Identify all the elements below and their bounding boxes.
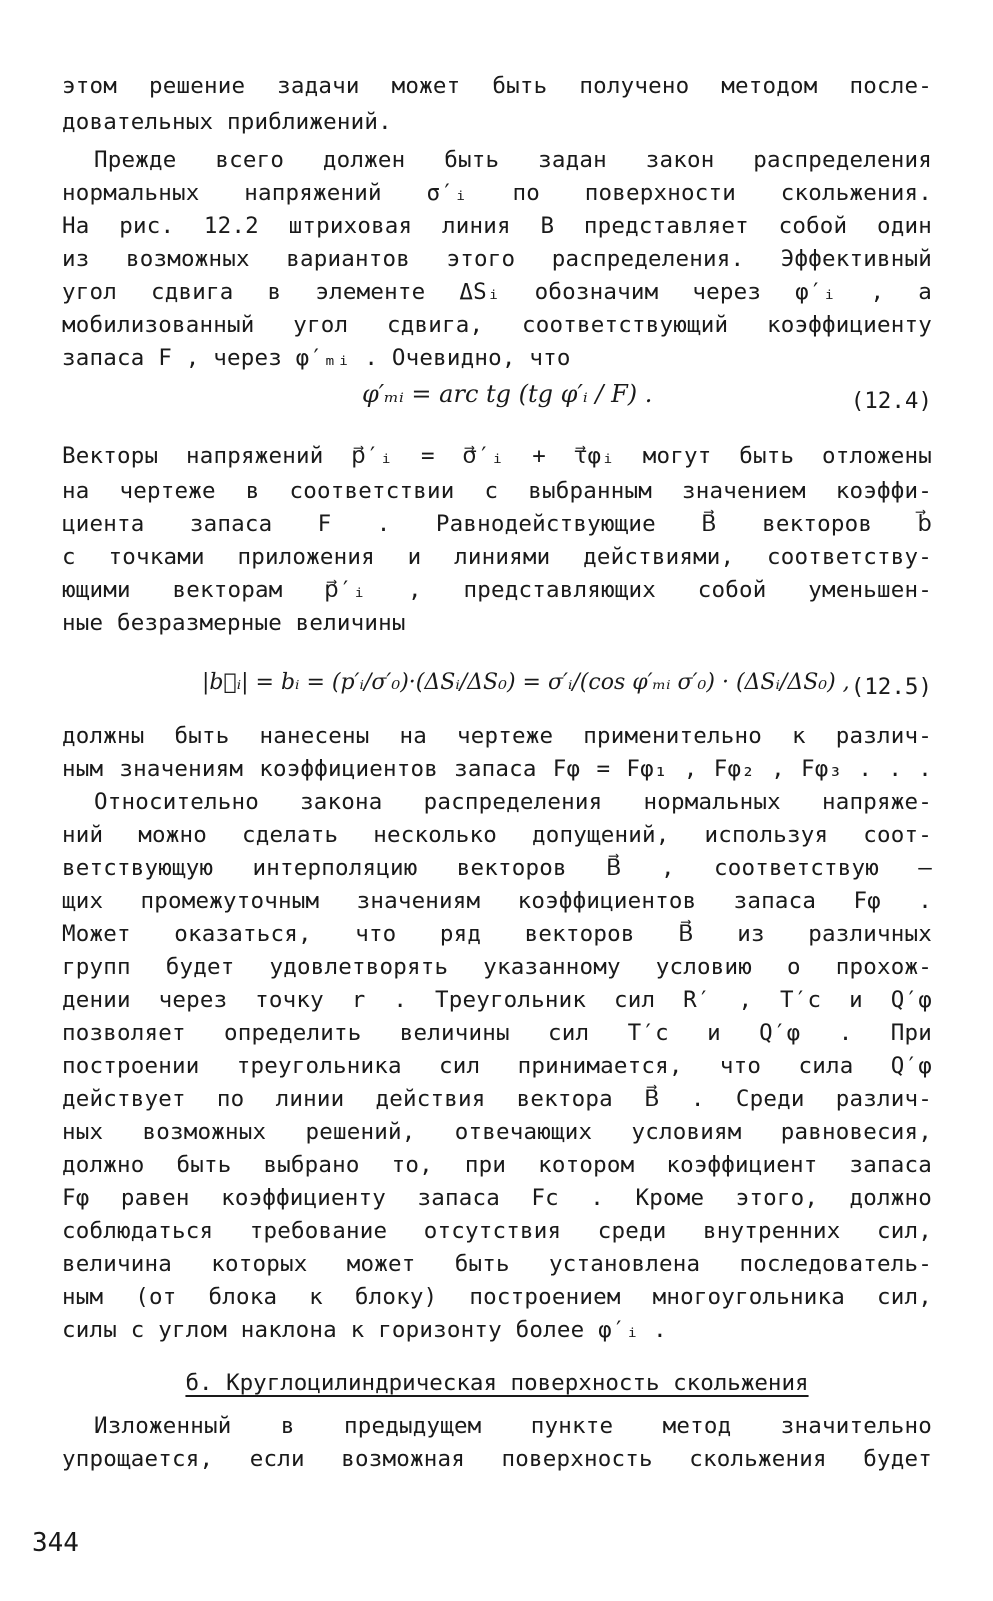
text-line: довательных приближений. xyxy=(62,109,392,135)
text-line: на чертеже в соответствии с выбранным значением коэффи- xyxy=(62,478,932,504)
text-line: должны быть нанесены на чертеже применительно к различ- xyxy=(62,723,932,749)
text-line: построении треугольника сил принимается, что сила Q′φ xyxy=(62,1053,932,1079)
text-line: нормальных напряжений σ′ᵢ по поверхности скольжения. xyxy=(62,180,932,206)
text-line: этом решение задачи может быть получено методом после- xyxy=(62,73,932,99)
text-line: ветствующую интерполяцию векторов B⃗ , соответствую — xyxy=(62,855,932,881)
text-line: ные безразмерные величины xyxy=(62,610,406,636)
text-line: Векторы напряжений p⃗′ᵢ = σ⃗′ᵢ + τ⃗φᵢ могут быть отложены xyxy=(62,443,932,469)
formula-12-5: |b⃗ᵢ| = bᵢ = (p′ᵢ/σ′₀)·(ΔSᵢ/ΔS₀) = σ′ᵢ/(cos φ′ₘᵢ σ′₀) · (ΔSᵢ/ΔS₀) , xyxy=(202,670,850,695)
text-line: ным значениям коэффициентов запаса Fφ = Fφ₁ , Fφ₂ , Fφ₃ . . . xyxy=(62,756,932,782)
text-line: ний можно сделать несколько допущений, используя соот- xyxy=(62,822,932,848)
text-line: Относительно закона распределения нормальных напряже- xyxy=(94,789,932,815)
text-line: из возможных вариантов этого распределения. Эффективный xyxy=(62,246,932,272)
formula-12-4: φ′ₘᵢ = arc tg (tg φ′ᵢ / F) . xyxy=(362,380,653,408)
text-line: щих промежуточным значениям коэффициентов запаса Fφ . xyxy=(62,888,932,914)
text-line: с точками приложения и линиями действиями, соответству- xyxy=(62,544,932,570)
text-line: силы с углом наклона к горизонту более φ′ᵢ . xyxy=(62,1317,667,1343)
text-line: ных возможных решений, отвечающих условиям равновесия, xyxy=(62,1119,932,1145)
text-line: ным (от блока к блоку) построением многоугольника сил, xyxy=(62,1284,932,1310)
section-heading: б. Круглоцилиндрическая поверхность скольжения xyxy=(185,1370,809,1396)
text-line: мобилизованный угол сдвига, соответствующий коэффициенту xyxy=(62,312,932,338)
text-line: групп будет удовлетворять указанному условию о прохож- xyxy=(62,954,932,980)
text-line: ющими векторам p⃗′ᵢ , представляющих собой уменьшен- xyxy=(62,577,932,603)
text-line: должно быть выбрано то, при котором коэффициент запаса xyxy=(62,1152,932,1178)
text-line: Может оказаться, что ряд векторов B⃗ из различных xyxy=(62,921,932,947)
text-line: упрощается, если возможная поверхность скольжения будет xyxy=(62,1446,932,1472)
text-line: Прежде всего должен быть задан закон распределения xyxy=(94,147,932,173)
text-line: величина которых может быть установлена последователь- xyxy=(62,1251,932,1277)
text-line: соблюдаться требование отсутствия среди внутренних сил, xyxy=(62,1218,932,1244)
text-line: Изложенный в предыдущем пункте метод значительно xyxy=(94,1413,932,1439)
text-line: На рис. 12.2 штриховая линия B представляет собой один xyxy=(62,213,932,239)
equation-number: (12.4) xyxy=(850,388,932,414)
text-line: действует по линии действия вектора B⃗ . Среди различ- xyxy=(62,1086,932,1112)
text-line: угол сдвига в элементе ΔSᵢ обозначим через φ′ᵢ , а xyxy=(62,279,932,305)
equation-number: (12.5) xyxy=(850,674,932,700)
text-line: дении через точку r . Треугольник сил R′ , T′c и Q′φ xyxy=(62,987,932,1013)
text-line: Fφ равен коэффициенту запаса Fc . Кроме этого, должно xyxy=(62,1185,932,1211)
text-line: циента запаса F . Равнодействующие B⃗ векторов b⃗ xyxy=(62,511,932,537)
text-line: запаса F , через φ′ₘᵢ . Очевидно, что xyxy=(62,345,571,371)
page-number: 344 xyxy=(32,1528,79,1558)
text-line: позволяет определить величины сил T′c и Q′φ . При xyxy=(62,1020,932,1046)
